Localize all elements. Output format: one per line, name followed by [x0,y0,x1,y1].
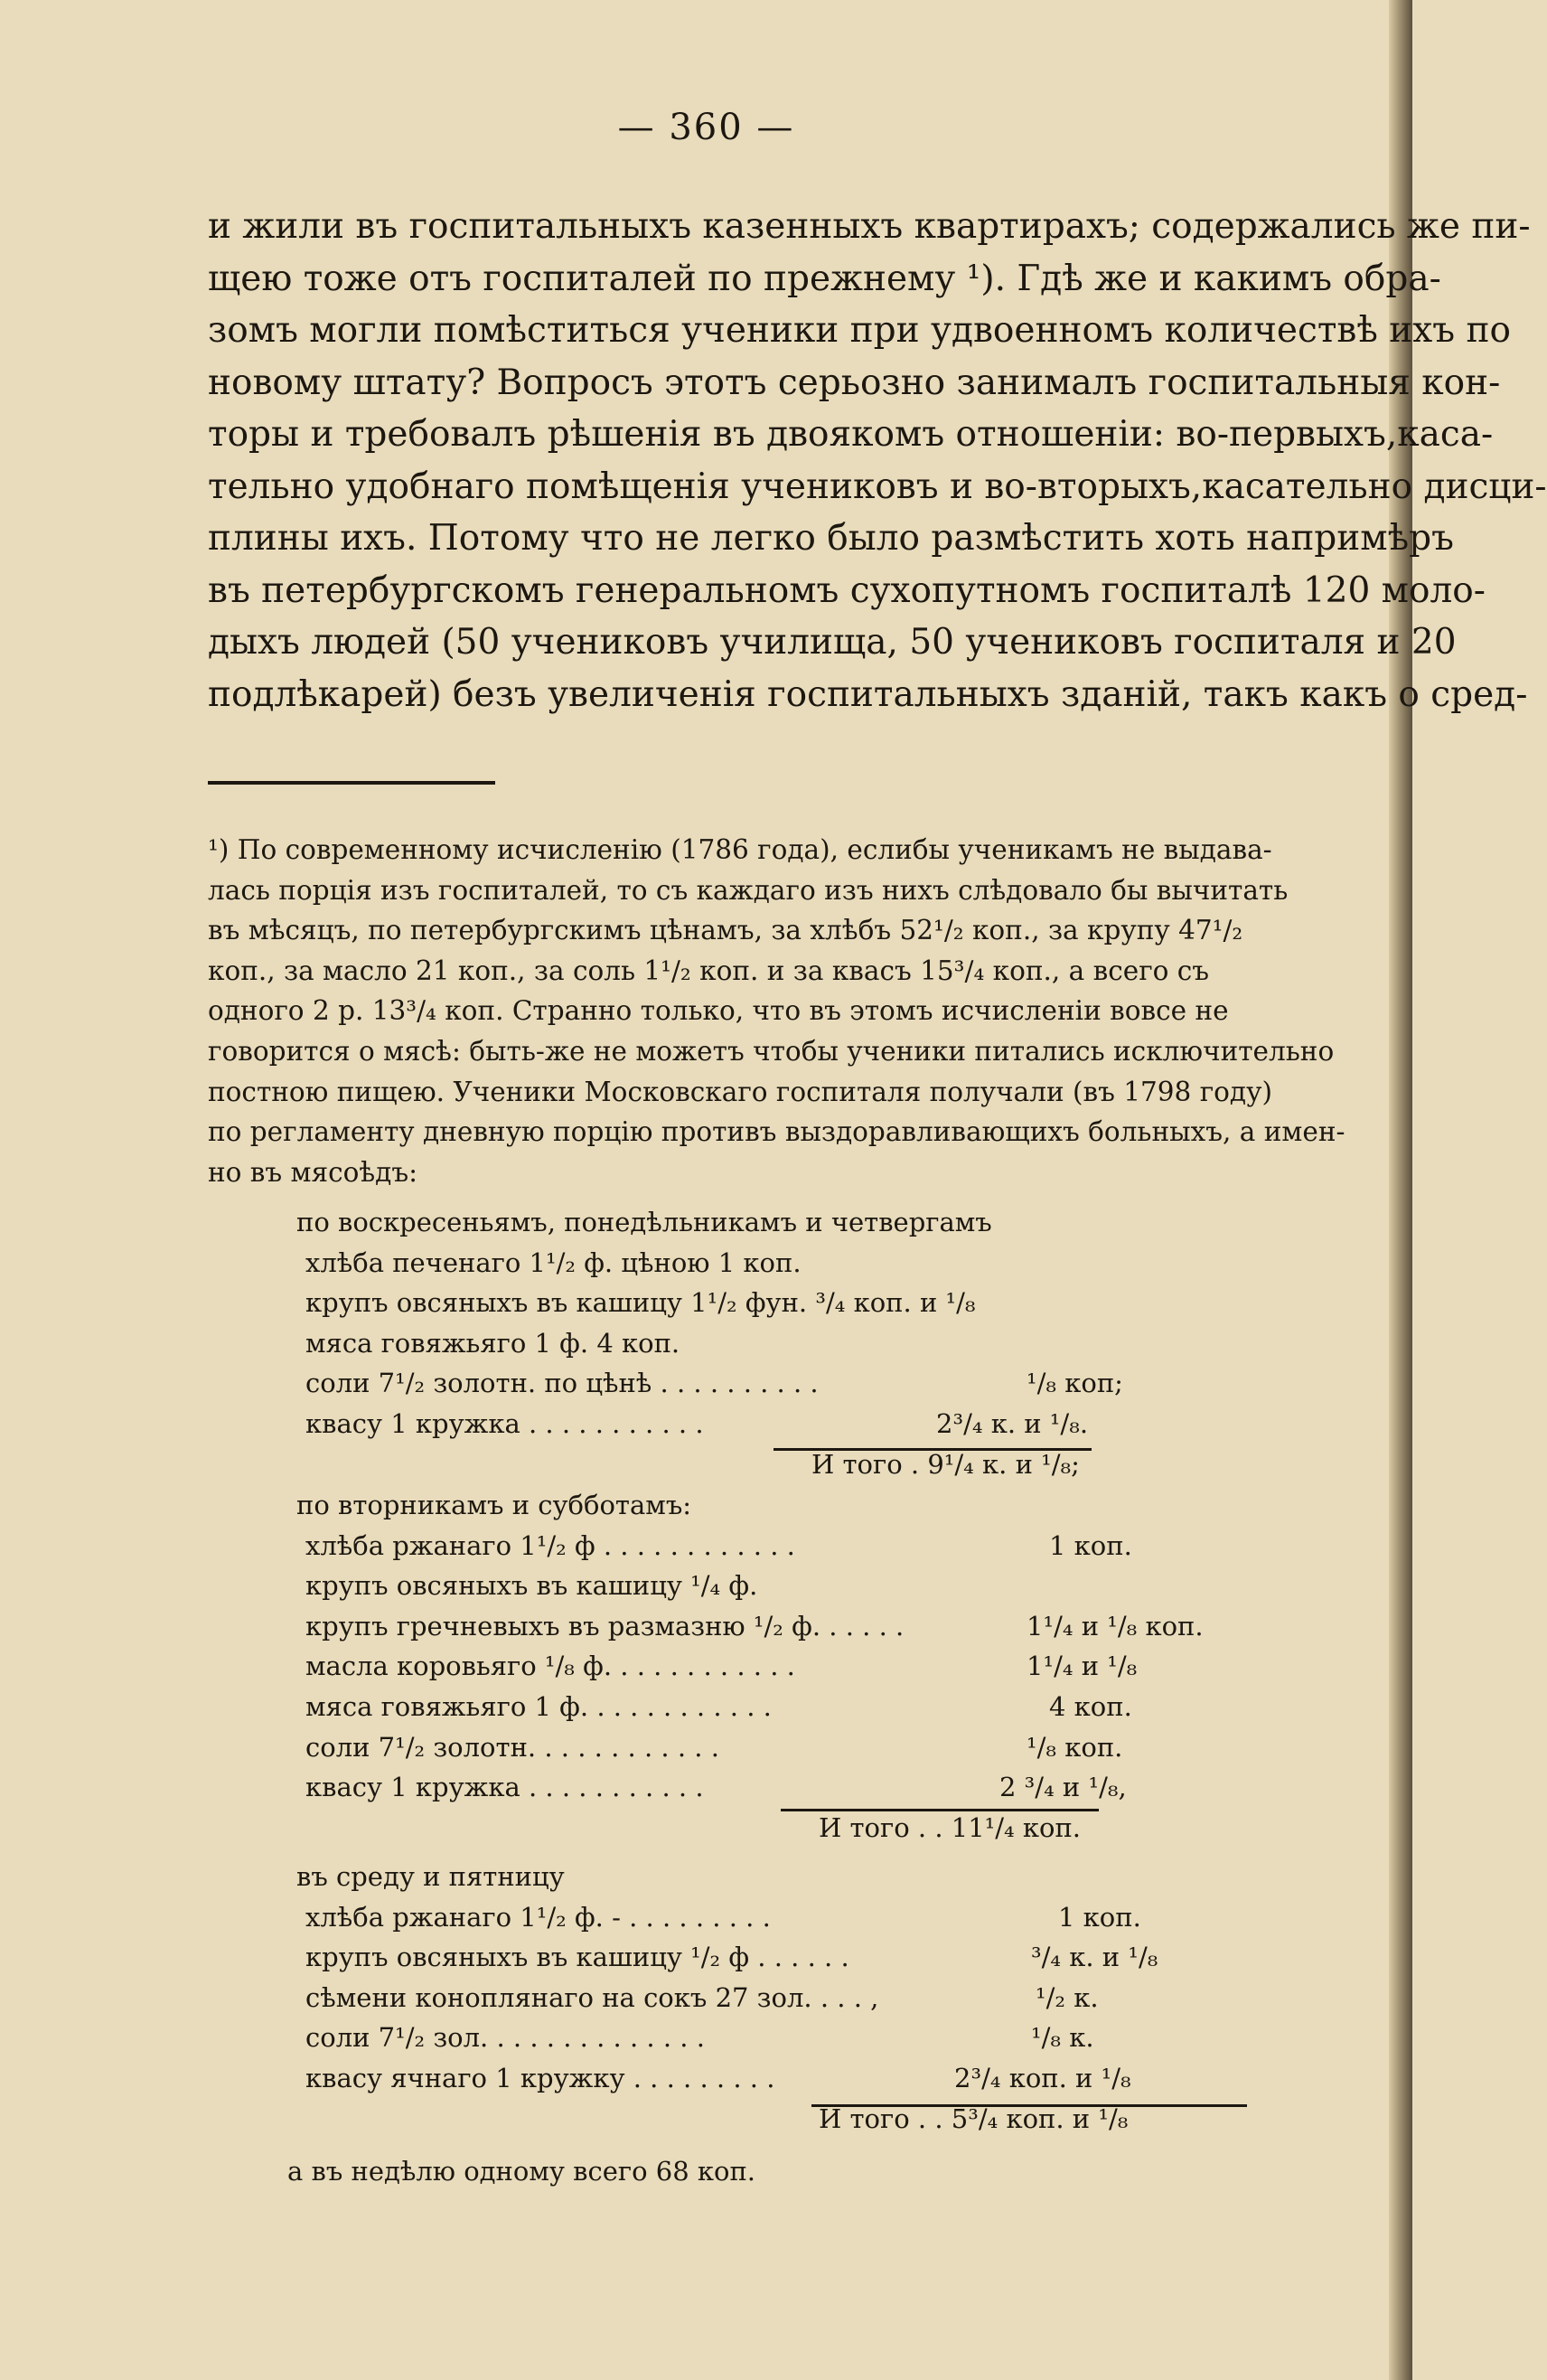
section-heading [296,1202,1317,1243]
section-heading-text: по вторникамъ и субботамъ: [296,1490,692,1520]
total-row [296,1444,1317,1485]
main-line-text: подлѣкарей) безъ увеличенія госпитальныхъ зданій, такъ какъ о сред- [208,673,1528,715]
main-line-text: новому штату? Вопросъ этотъ серьозно занималъ госпитальныя кон- [208,362,1501,403]
ration-item: крупъ гречневыхъ въ размазню ¹/₂ ф. . . . . . [305,1610,905,1642]
ration-item: крупъ овсяныхъ въ кашицу ¹/₄ ф. [305,1570,758,1602]
section-heading-text: по воскресеньямъ, понедѣльникамъ и четвергамъ [296,1207,992,1237]
footnote-line-text: постною пищею. Ученики Московскаго госпиталя получали (въ 1798 году) [208,1076,1272,1107]
footnote-line-text: говорится о мясѣ: быть-же не можетъ чтобы ученики питались исключительно [208,1035,1335,1067]
footnote-line [208,830,1357,870]
main-line-text: щею тоже отъ госпиталей по прежнему ¹). Гдѣ же и какимъ обра- [208,258,1441,299]
main-line-text: тельно удобнаго помѣщенія учениковъ и во-вторыхъ,касательно дисци- [208,466,1547,507]
footnote-line [208,910,1357,951]
ration-item: мяса говяжьяго 1 ф. . . . . . . . . . . . [305,1690,772,1722]
footnote-line-text: ¹) По современному исчисленію (1786 года), еслибы ученикамъ не выдава- [208,834,1272,865]
ration-row [296,1243,1317,1284]
ration-value: ¹/₂ к. [1036,1981,1099,2013]
ration-section-2 [296,1485,1317,1848]
ration-row [296,1323,1317,1364]
ration-item: крупъ овсяныхъ въ кашицу ¹/₂ ф . . . . . . [305,1942,849,1973]
main-line [208,565,1486,617]
ration-value: ³/₄ к. и ¹/₈ [1031,1942,1158,1973]
ration-section-1 [296,1202,1317,1484]
ration-item: крупъ овсяныхъ въ кашицу 1¹/₂ фун. ³/₄ коп. и ¹/₈ [305,1287,976,1319]
footnote-line-text: коп., за масло 21 коп., за соль 1¹/₂ коп. и за квасъ 15³/₄ коп., а всего съ [208,955,1210,986]
total-value: И того . . 11¹/₄ коп. [819,1811,1082,1843]
footnote [208,830,1357,1192]
section-heading-text: въ среду и пятницу [296,1861,565,1892]
ration-section-3 [296,1857,1317,2139]
total-value: И того . . 5³/₄ коп. и ¹/₈ [819,2102,1129,2134]
ration-row [296,1526,1317,1566]
closing-text: а въ недѣлю одному всего 68 коп. [287,2156,756,2187]
footnote-line [208,951,1357,992]
ration-row [296,1897,1317,1938]
main-line-text: плины ихъ. Потому что не легко было размѣстить хоть напримѣръ [208,518,1454,559]
ration-row [296,1283,1317,1323]
ration-value: ¹/₈ коп. [1027,1731,1123,1763]
ration-value: 1 коп. [1049,1529,1132,1561]
ration-row [296,1363,1317,1404]
ration-row [296,1566,1317,1606]
ration-row [296,1767,1317,1808]
closing-row [287,2151,1308,2192]
section-heading [296,1857,1317,1897]
total-row [296,2099,1317,2140]
ration-value: 1¹/₄ и ¹/₈ [1027,1651,1138,1682]
main-line [208,616,1457,669]
ration-row [296,2058,1317,2099]
ration-item: масла коровьяго ¹/₈ ф. . . . . . . . . . . . [305,1651,795,1682]
ration-value: 2³/₄ к. и ¹/₈. [936,1407,1089,1439]
footnote-line-text: лась порція изъ госпиталей, то съ каждаго изъ нихъ слѣдовало бы вычитать [208,874,1289,906]
footnote-line [208,991,1357,1031]
ration-item: квасу 1 кружка . . . . . . . . . . . [305,1772,704,1803]
ration-item: хлѣба ржанаго 1¹/₂ ф . . . . . . . . . . . . [305,1529,795,1561]
ration-row [296,1937,1317,1978]
ration-row [296,1404,1317,1444]
footnote-line-text: но въ мясоѣдъ: [208,1156,418,1188]
footnote-line-text: одного 2 р. 13³/₄ коп. Странно только, что въ этомъ исчисленіи вовсе не [208,995,1229,1027]
ration-value: 4 коп. [1049,1690,1132,1722]
footnote-line-text: по регламенту дневную порцію противъ выздоравливающихъ больныхъ, а имен- [208,1116,1345,1148]
main-line [208,253,1441,306]
total-row [296,1808,1317,1848]
ration-item: соли 7¹/₂ золотн. . . . . . . . . . . . [305,1731,719,1763]
main-line [208,409,1494,461]
ration-row [296,1646,1317,1687]
ration-item: сѣмени конoплянаго на сокъ 27 зол. . . . , [305,1981,879,2013]
footnote-line [208,870,1357,911]
main-line [208,357,1501,409]
main-line-text: въ петербургскомъ генеральномъ сухопутномъ госпиталѣ 120 моло- [208,569,1486,611]
ration-item: мяса говяжьяго 1 ф. 4 коп. [305,1327,680,1359]
ration-item: квасу ячнаго 1 кружку . . . . . . . . . [305,2062,775,2093]
main-line-text: торы и требовалъ рѣшенія въ двоякомъ отношеніи: во-первыхъ,каса- [208,414,1494,455]
footnote-line [208,1152,1357,1193]
ration-value: 2³/₄ коп. и ¹/₈ [954,2062,1131,2093]
main-line-text: зомъ могли помѣститься ученики при удвоенномъ количествѣ ихъ по [208,310,1511,351]
main-line-text: и жили въ госпитальныхъ казенныхъ квартирахъ; содержались же пи- [208,206,1531,247]
ration-item: соли 7¹/₂ золотн. по цѣнѣ . . . . . . . . . . [305,1368,819,1399]
ration-item: соли 7¹/₂ зол. . . . . . . . . . . . . . [305,2022,705,2054]
ration-item: хлѣба печенаго 1¹/₂ ф. цѣною 1 коп. [305,1246,802,1278]
total-value: И того . 9¹/₄ к. и ¹/₈; [811,1448,1080,1480]
ration-value: ¹/₈ коп; [1027,1368,1123,1399]
main-line [208,513,1454,565]
main-line [208,669,1528,721]
ration-row [296,1606,1317,1647]
ration-item: квасу 1 кружка . . . . . . . . . . . [305,1407,704,1439]
footnote-line [208,1031,1357,1072]
section-heading [296,1485,1317,1526]
main-line [208,461,1547,513]
ration-value: 1¹/₄ и ¹/₈ коп. [1027,1610,1204,1642]
main-line [208,305,1511,357]
ration-item: хлѣба ржанаго 1¹/₂ ф. - . . . . . . . . . [305,1901,771,1933]
ration-value: 1 коп. [1058,1901,1141,1933]
page-number: — 360 — [617,107,795,148]
main-text [208,201,1547,720]
footnote-line-text: въ мѣсяцъ, по петербургскимъ цѣнамъ, за хлѣбъ 52¹/₂ коп., за крупу 47¹/₂ [208,915,1243,946]
ration-row [296,2018,1317,2058]
main-line-text: дыхъ людей (50 учениковъ училища, 50 учениковъ госпиталя и 20 [208,622,1457,663]
ration-value: 2 ³/₄ и ¹/₈, [999,1772,1127,1803]
ration-row [296,1727,1317,1768]
ration-value: ¹/₈ к. [1031,2022,1094,2054]
main-line [208,201,1531,253]
ration-row [296,1978,1317,2018]
footnote-line [208,1072,1357,1113]
ration-row [296,1687,1317,1727]
footnote-separator [208,781,495,785]
footnote-line [208,1112,1357,1152]
closing-line [287,2151,1308,2192]
